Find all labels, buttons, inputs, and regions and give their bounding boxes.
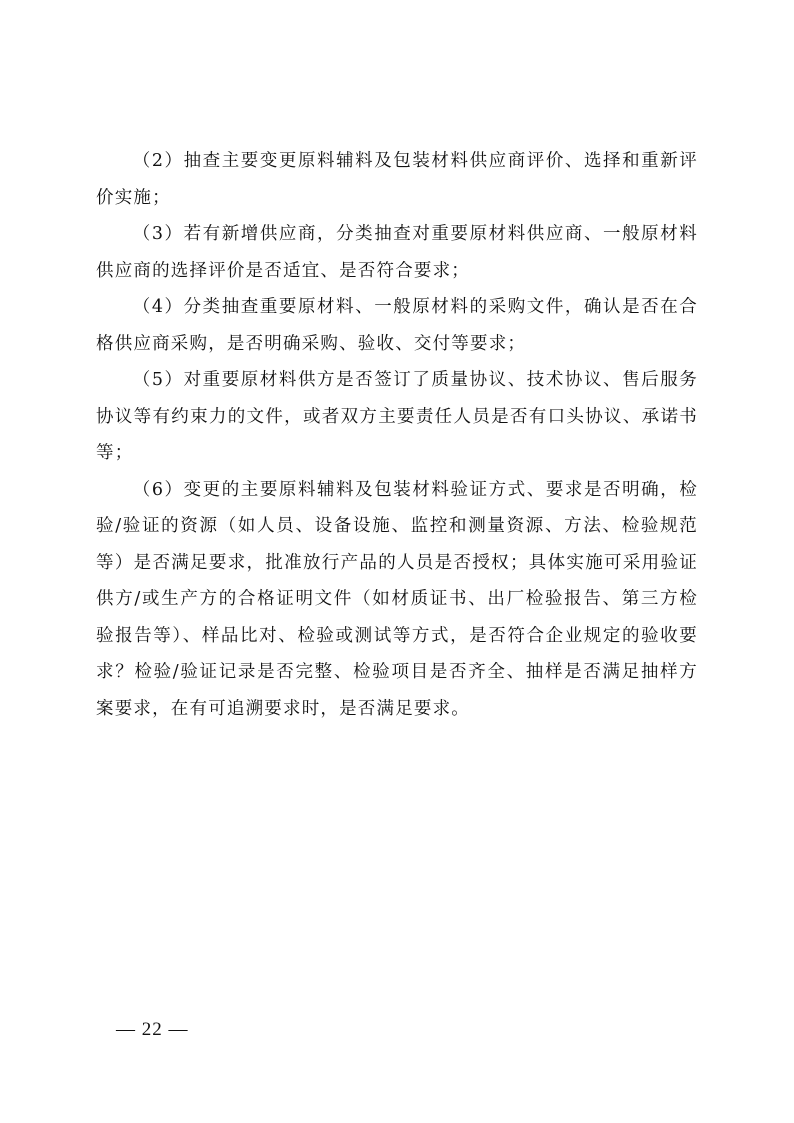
paragraph-item-3: （3）若有新增供应商，分类抽查对重要原材料供应商、一般原材料供应商的选择评价是否适宜、是否符合要求；: [96, 224, 698, 281]
paragraph-item-2: （2）抽查主要变更原料辅料及包装材料供应商评价、选择和重新评价实施；: [96, 151, 698, 208]
page-number: — 22 —: [116, 1019, 189, 1040]
paragraph-item-5: （5）对重要原材料供方是否签订了质量协议、技术协议、售后服务协议等有约束力的文件，或者双方主要责任人员是否有口头协议、承诺书等；: [96, 370, 698, 463]
paragraph-item-4: （4）分类抽查重要原材料、一般原材料的采购文件，确认是否在合格供应商采购，是否明确采购、验收、交付等要求；: [96, 297, 698, 354]
paragraph-item-6: （6）变更的主要原料辅料及包装材料验证方式、要求是否明确，检验/验证的资源（如人员、设备设施、监控和测量资源、方法、检验规范等）是否满足要求，批准放行产品的人员是否授权；具体实施可采用验证供方/或生产方的合格证明文件（如材质证书、出厂检验报告、第三方检验报告等）、样品比对、检验或测试等方式，是否符合企业规定的验收要求？检验/验证记录是否完整、检验项目是否齐全、抽样是否满足抽样方案要求，在有可追溯要求时，是否满足要求。: [96, 479, 698, 719]
document-body: [96, 143, 698, 727]
